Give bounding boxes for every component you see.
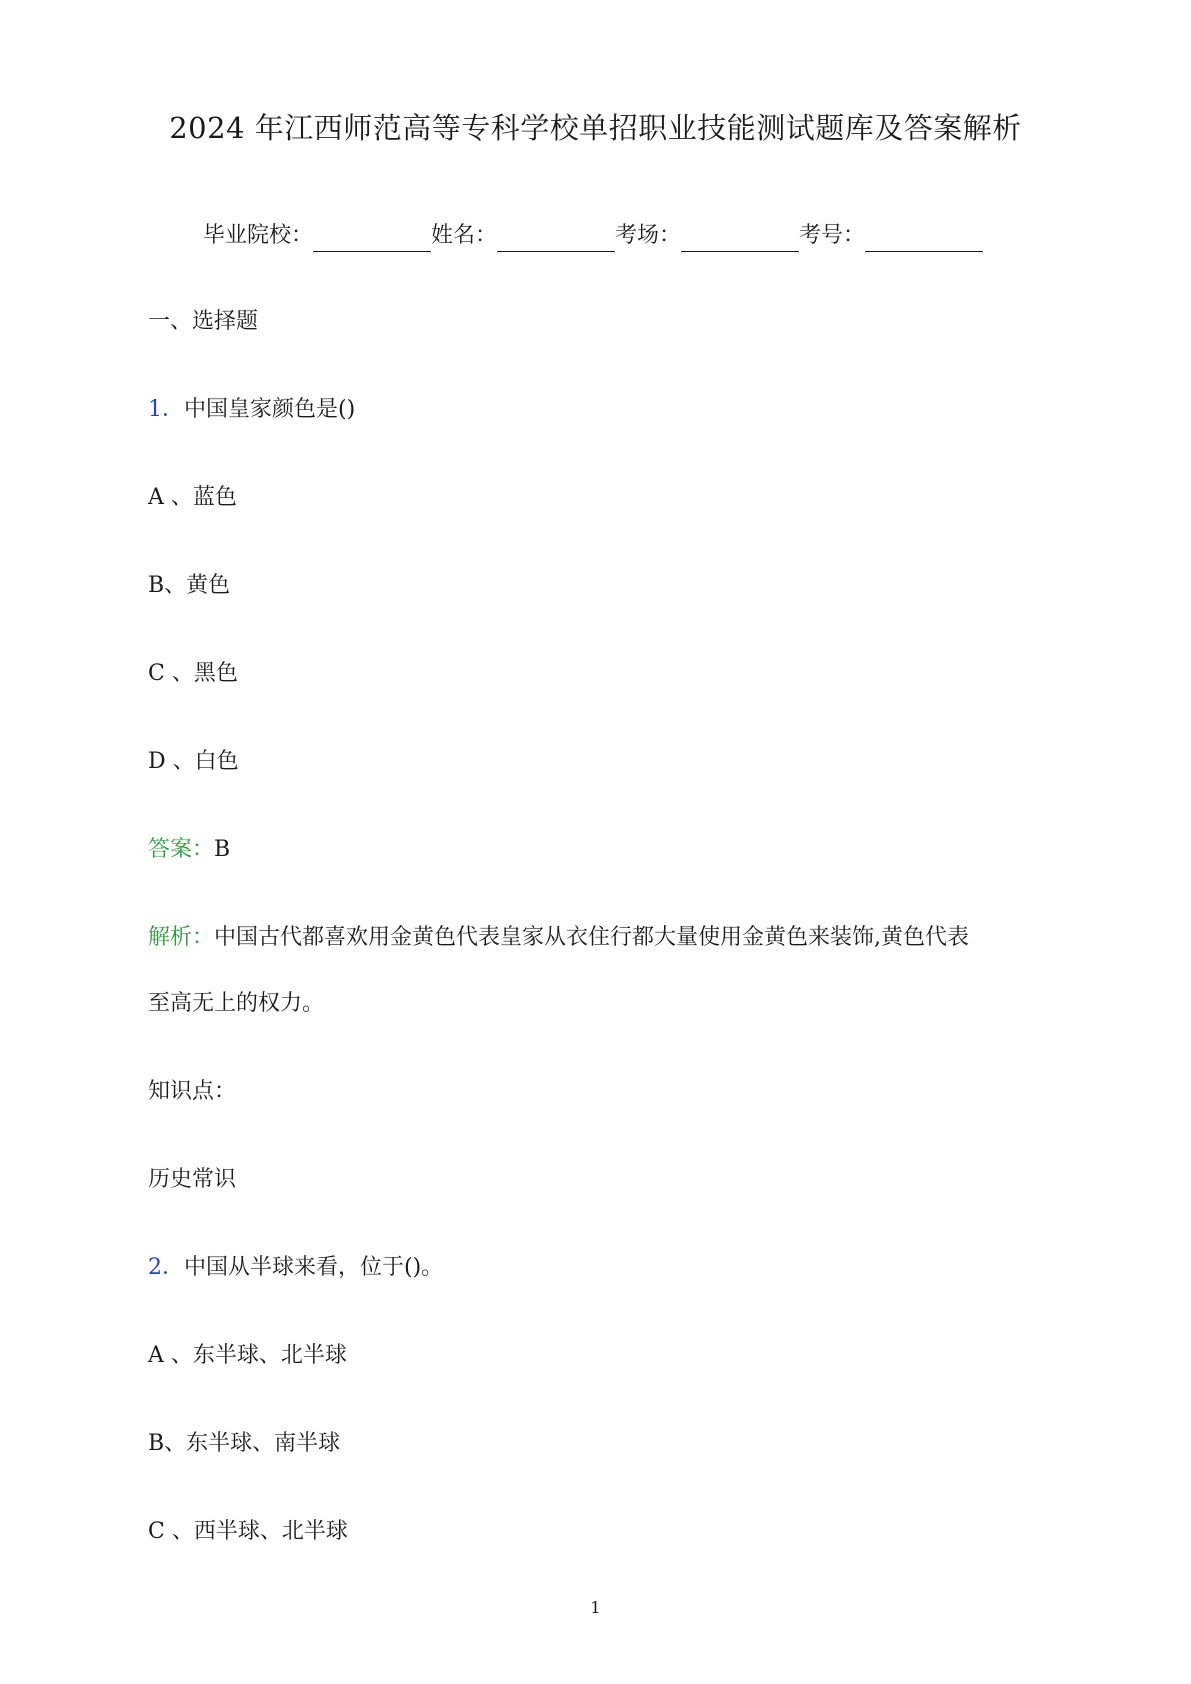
option-a: A 、东半球、北半球 (148, 1343, 347, 1368)
option-b: B、黄色 (148, 573, 231, 598)
answer-label: 答案： (148, 837, 215, 862)
question-2 (148, 1252, 443, 1284)
document-title: 2024 年江西师范高等专科学校单招职业技能测试题库及答案解析 (169, 111, 1022, 145)
knowledge-value: 历史常识 (148, 1167, 237, 1192)
question-1 (148, 394, 355, 426)
name-blank (497, 227, 615, 252)
page-number: 1 (590, 1598, 601, 1617)
option-c: C 、黑色 (148, 661, 238, 686)
student-info-line (203, 220, 983, 252)
analysis-line-1 (148, 922, 969, 954)
option-c: C 、西半球、北半球 (148, 1519, 348, 1544)
analysis-label: 解析： (148, 925, 215, 950)
answer-value: B (214, 837, 231, 862)
question-text: 中国从半球来看，位于()。 (184, 1255, 444, 1280)
exam-number-blank (865, 227, 983, 252)
option-d: D 、白色 (148, 749, 239, 774)
option-b: B、东半球、南半球 (148, 1431, 341, 1456)
school-blank (313, 227, 431, 252)
analysis-line-2: 至高无上的权力。 (148, 991, 325, 1016)
knowledge-label: 知识点： (148, 1079, 237, 1104)
answer-line (148, 834, 230, 866)
question-number: 2． (148, 1255, 184, 1280)
exam-number-label: 考号： (799, 223, 866, 248)
section-heading: 一、选择题 (148, 309, 259, 334)
analysis-text: 中国古代都喜欢用金黄色代表皇家从衣住行都大量使用金黄色来装饰,黄色代表 (214, 925, 970, 950)
option-a: A 、蓝色 (148, 485, 237, 510)
name-label: 姓名： (431, 223, 498, 248)
school-label: 毕业院校： (203, 223, 314, 248)
question-text: 中国皇家颜色是() (184, 397, 356, 422)
exam-room-label: 考场： (615, 223, 682, 248)
question-number: 1． (148, 397, 184, 422)
exam-room-blank (681, 227, 799, 252)
